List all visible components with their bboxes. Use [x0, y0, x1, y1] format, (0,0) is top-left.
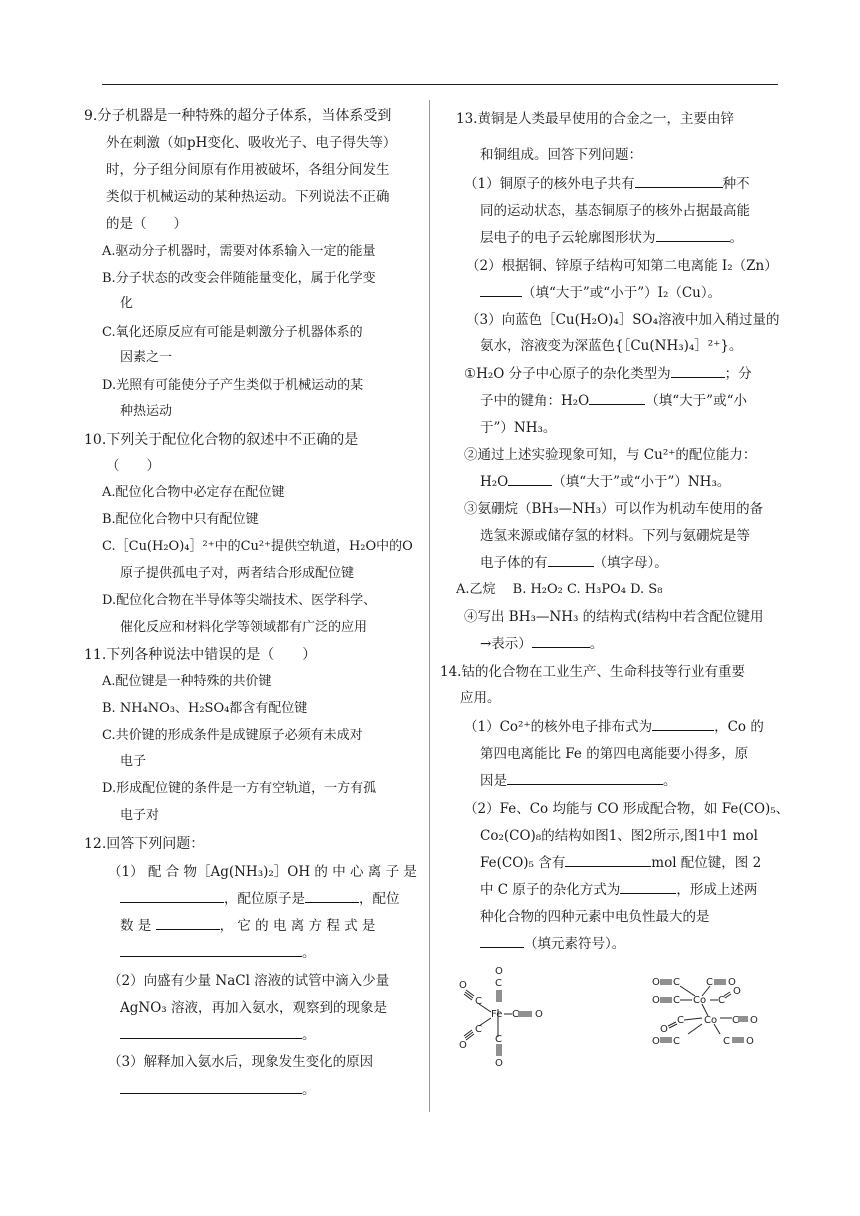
q12-part3-line2: 。: [120, 1077, 316, 1103]
q11-option-d-cont: 电子对: [120, 808, 160, 823]
q13-sub3-line1: ③氨硼烷（BH₃—NH₃）可以作为机动车使用的备: [464, 501, 764, 517]
q9-stem-5: 的是（ ）: [106, 216, 187, 232]
answer-blank[interactable]: [120, 941, 302, 957]
co2-co8-c-8: C: [723, 1036, 730, 1047]
q13-sub4-line1: ④写出 BH₃—NH₃ 的结构式(结构中若含配位键用: [464, 609, 764, 625]
co2-co8-c-7: C: [673, 1036, 680, 1047]
q10-option-c-cont: 原子提供孤电子对，两者结合形成配位键: [120, 566, 355, 581]
fe-co5-o-bottom: O: [495, 1058, 503, 1066]
fe-co5-fe: Fe: [491, 1009, 503, 1020]
q11-option-d: D.形成配位键的条件是一方有空轨道，一方有孤: [102, 781, 377, 796]
q10-option-c: C.［Cu(H₂O)₄］²⁺中的Cu²⁺提供空轨道，H₂O中的O: [102, 539, 413, 554]
q13-part3-line1: （3）向蓝色［Cu(H₂O)₄］SO₄溶液中加入稍过量的: [466, 312, 780, 328]
q9-option-c: C.氧化还原反应有可能是刺激分子机器体系的: [102, 325, 363, 340]
q14-part2-line2: Co₂(CO)₈的结构如图1、图2所示,图1中1 mol: [480, 828, 758, 844]
answer-blank[interactable]: [156, 914, 220, 930]
fe-co5-structure: [452, 962, 552, 1066]
q9-option-d-cont: 种热运动: [120, 404, 173, 419]
co2-co8-c-6: C: [732, 1015, 739, 1026]
answer-blank[interactable]: [652, 715, 714, 731]
fe-co5-c-top: C: [495, 978, 502, 989]
q13-sub2-line2: H₂O （填“大于”或“小于”）NH₃。: [480, 469, 730, 495]
answer-blank[interactable]: [620, 878, 676, 894]
answer-blank[interactable]: [120, 887, 224, 903]
fe-co5-c-right: C: [512, 1009, 519, 1020]
q12-part2-line3: 。: [120, 1022, 316, 1048]
fe-co5-c-ul: C: [475, 996, 482, 1007]
co2-co8-c-2: C: [706, 977, 713, 988]
answer-blank[interactable]: [120, 1023, 302, 1039]
figure-2-co2-co8: [650, 972, 764, 1050]
q14-stem-2: 应用。: [460, 690, 501, 706]
q14-stem-1: 14.钴的化合物在工业生产、生命科技等行业有重要: [440, 664, 745, 680]
q14-part1-line1: （1）Co²⁺的核外电子排布式为 ，Co 的: [464, 714, 764, 740]
answer-blank[interactable]: [671, 362, 725, 378]
fe-co5-o-top: O: [495, 966, 503, 977]
co2-co8-o-3: O: [652, 995, 660, 1006]
co2-co8-c-3: C: [673, 995, 680, 1006]
q12-stem: 12.回答下列问题：: [84, 836, 205, 852]
co2-co8-co-1: Co: [693, 995, 707, 1006]
fe-co5-c-ll: C: [475, 1024, 482, 1035]
answer-blank[interactable]: [120, 1078, 302, 1094]
q13-part1-line2: 同的运动状态，基态铜原子的核外占据最高能: [480, 203, 750, 219]
co2-co8-c-4: C: [718, 995, 725, 1006]
answer-blank[interactable]: [507, 769, 663, 785]
q13-part1-line1: （1）铜原子的核外电子共有 种不: [464, 171, 750, 197]
q9-option-b: B.分子状态的改变会伴随能量变化，属于化学变: [102, 271, 376, 286]
q10-stem-2: （ ）: [106, 458, 160, 474]
q9-stem-1: 9.分子机器是一种特殊的超分子体系，当体系受到: [84, 108, 392, 124]
answer-blank[interactable]: [548, 551, 594, 567]
fe-co5-c-bottom: C: [495, 1034, 502, 1045]
co2-co8-o-7: O: [652, 1036, 660, 1047]
answer-blank[interactable]: [589, 389, 645, 405]
q13-options: A.乙烷 B. H₂O₂ C. H₃PO₄ D. S₈: [456, 582, 663, 597]
q13-stem-1: 13.黄铜是人类最早使用的合金之一，主要由锌: [456, 111, 734, 127]
q10-option-d-cont: 催化反应和材料化学等领域都有广泛的应用: [120, 620, 368, 635]
q14-part1-line3: 因是 。: [480, 768, 677, 794]
answer-blank[interactable]: [480, 932, 524, 948]
q13-sub1-line1: ①H₂O 分子中心原子的杂化类型为 ；分: [464, 361, 752, 387]
answer-blank[interactable]: [565, 851, 651, 867]
q12-part1-line2: ，配位原子是 ，配位: [120, 886, 400, 912]
q13-sub1-line3: 于”）NH₃。: [480, 420, 557, 436]
co2-co8-o-1: O: [652, 977, 660, 988]
q13-part1-line3: 层电子的电子云轮廓图形状为 。: [480, 225, 743, 251]
q13-part3-line2: 氨水，溶液变为深蓝色{［Cu(NH₃)₄］²⁺}。: [480, 338, 743, 354]
q12-part2-line1: （2）向盛有少量 NaCl 溶液的试管中滴入少量: [108, 973, 390, 989]
q9-stem-2: 外在刺激（如pH变化、吸收光子、电子得失等）: [106, 135, 397, 151]
q13-part2-line2: （填“大于”或“小于”）I₂（Cu）。: [480, 280, 721, 306]
q9-stem-4: 类似于机械运动的某种热运动。下列说法不正确: [106, 189, 390, 205]
q9-option-c-cont: 因素之一: [120, 350, 173, 365]
q11-stem: 11.下列各种说法中错误的是（ ）: [84, 647, 317, 663]
q12-part3-line1: （3）解释加入氨水后，现象发生变化的原因: [108, 1054, 374, 1070]
q12-part2-line2: AgNO₃ 溶液，再加入氨水，观察到的现象是: [120, 1000, 387, 1016]
q14-part2-line5: 种化合物的四种元素中电负性最大的是: [480, 909, 710, 925]
q9-option-d: D.光照有可能使分子产生类似于机械运动的某: [102, 378, 364, 393]
q13-part2-line1: （2）根据铜、锌原子结构可知第二电离能 I₂（Zn）: [466, 258, 778, 274]
fe-co5-o-ul: O: [459, 980, 467, 991]
q9-stem-3: 时，分子组分间原有作用被破坏，各组分间发生: [106, 162, 390, 178]
q10-stem-1: 10.下列关于配位化合物的叙述中不正确的是: [84, 432, 359, 448]
co2-co8-co-2: Co: [704, 1015, 718, 1026]
co2-co8-o-2: O: [728, 977, 736, 988]
q10-option-d: D.配位化合物在半导体等尖端技术、医学科学、: [102, 593, 377, 608]
answer-blank[interactable]: [305, 887, 359, 903]
q13-stem-2: 和铜组成。回答下列问题：: [480, 147, 642, 163]
q10-option-a: A.配位化合物中必定存在配位键: [102, 485, 285, 500]
q14-part2-line4: 中 C 原子的杂化方式为 ，形成上述两: [480, 877, 757, 903]
answer-blank[interactable]: [656, 226, 730, 242]
q11-option-a: A.配位键是一种特殊的共价键: [102, 674, 272, 689]
q13-sub3-line3: 电子体的有 （填字母）。: [480, 550, 668, 576]
q9-option-b-cont: 化: [120, 296, 134, 311]
co2-co8-o-6: O: [750, 1015, 758, 1026]
co2-co8-o-4: O: [733, 986, 741, 997]
q13-sub1-line2: 子中的键角：H₂O （填“大于”或“小: [480, 388, 747, 414]
q10-option-b: B.配位化合物中只有配位键: [102, 512, 259, 527]
q14-part1-line2: 第四电离能比 Fe 的第四电离能要小得多，原: [480, 746, 749, 762]
fe-co5-o-right: O: [535, 1009, 543, 1020]
q12-part1-line3: 数 是 ， 它 的 电 离 方 程 式 是: [120, 913, 375, 939]
answer-blank[interactable]: [480, 281, 522, 297]
header-rule: [102, 84, 778, 85]
q11-option-b: B. NH₄NO₃、H₂SO₄都含有配位键: [102, 701, 308, 716]
q12-part1-line1: （1） 配 合 物［Ag(NH₃)₂］OH 的 中 心 离 子 是: [108, 864, 417, 880]
answer-blank[interactable]: [532, 632, 590, 648]
co2-co8-c-5: C: [677, 1015, 684, 1026]
co2-co8-structure: [650, 972, 764, 1050]
q12-part1-line4: 。: [120, 940, 316, 966]
answer-blank[interactable]: [508, 470, 552, 486]
fe-co5-o-ll: O: [459, 1040, 467, 1051]
co2-co8-c-1: C: [673, 977, 680, 988]
q14-part2-line3: Fe(CO)₅ 含有 mol 配位键，图 2: [480, 850, 761, 876]
column-divider: [429, 100, 430, 1112]
q9-option-a: A.驱动分子机器时，需要对体系输入一定的能量: [102, 244, 376, 259]
q14-part2-line1: （2）Fe、Co 均能与 CO 形成配合物，如 Fe(CO)₅、: [464, 801, 790, 817]
q13-sub4-line2: →表示） 。: [480, 631, 603, 657]
figure-1-fe-co5: [452, 962, 552, 1066]
q11-option-c-cont: 电子: [120, 754, 147, 769]
q11-option-c: C.共价键的形成条件是成键原子必须有未成对: [102, 728, 363, 743]
co2-co8-o-8: O: [746, 1036, 754, 1047]
co2-co8-o-5: O: [660, 1024, 668, 1035]
q13-sub2-line1: ②通过上述实验现象可知，与 Cu²⁺的配位能力：: [464, 447, 757, 463]
answer-blank[interactable]: [635, 172, 723, 188]
q13-sub3-line2: 选氢来源或储存氢的材料。下列与氨硼烷是等: [480, 528, 750, 544]
q14-part2-line6: （填元素符号）。: [480, 931, 625, 957]
